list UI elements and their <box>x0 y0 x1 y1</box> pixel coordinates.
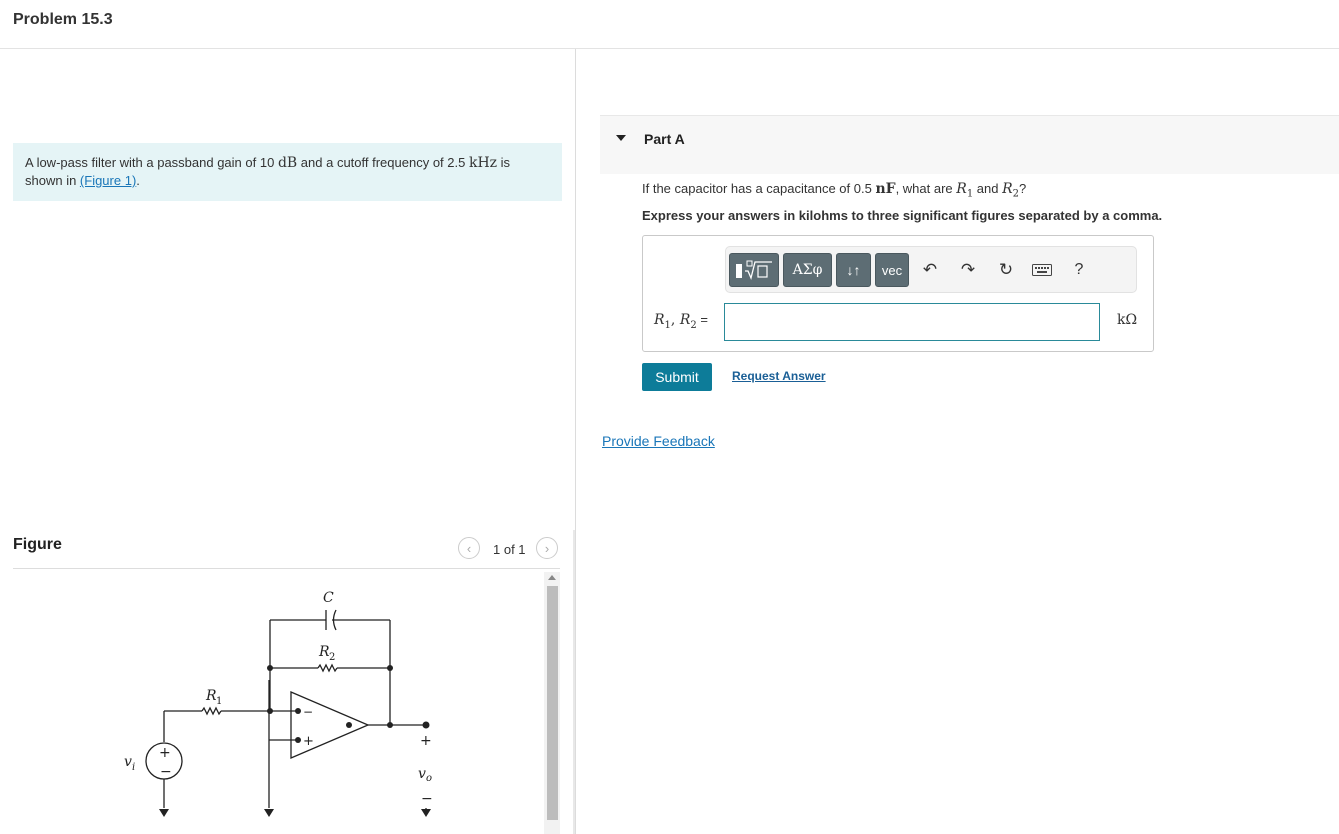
redo-button[interactable] <box>956 258 980 282</box>
capacitor-label: C <box>323 590 334 606</box>
r1-symbol: R <box>956 181 967 197</box>
eq-r1-sub: 1 <box>664 319 671 331</box>
template-sqrt-icon <box>734 259 774 281</box>
eq-r1: R <box>654 312 665 328</box>
r2-sub: 2 <box>329 652 336 663</box>
r2-label: R <box>319 644 330 660</box>
figure-prev-button[interactable] <box>458 537 480 559</box>
pane-divider-shadow <box>573 530 575 834</box>
figure-next-button[interactable] <box>536 537 558 559</box>
pane-divider[interactable] <box>575 49 576 834</box>
question-text-1: If the capacitor has a capacitance of 0.5 <box>642 181 876 196</box>
template-button[interactable] <box>729 253 779 287</box>
keyboard-icon <box>1032 264 1052 276</box>
problem-text-2: and a cutoff frequency of 2.5 <box>297 155 469 170</box>
undo-button[interactable] <box>918 258 942 282</box>
collapse-triangle-icon[interactable] <box>616 135 626 141</box>
vo-label: v <box>418 766 426 782</box>
eq-sign: = <box>696 312 708 327</box>
problem-text-end: . <box>136 173 140 188</box>
vector-button[interactable]: vec <box>875 253 909 287</box>
answer-unit: kΩ <box>1117 312 1138 328</box>
question-text-4: ? <box>1019 181 1027 196</box>
provide-feedback-link[interactable]: Provide Feedback <box>602 433 715 449</box>
figure-title: Figure <box>13 536 62 553</box>
subscript-superscript-button[interactable]: ↓↑ <box>836 253 871 287</box>
chevron-left-icon: ‹ <box>466 540 472 556</box>
equation-label <box>654 312 708 331</box>
source-plus: + <box>159 745 171 761</box>
header-divider <box>0 48 1339 49</box>
eq-r2: R <box>679 312 691 328</box>
vo-sub: o <box>426 773 433 784</box>
scroll-up-arrow-icon[interactable] <box>548 575 556 580</box>
question-text-3: and <box>973 181 1003 196</box>
vi-label: v <box>124 754 132 770</box>
circuit-diagram <box>120 580 450 830</box>
r2-symbol: R <box>1002 181 1013 197</box>
reset-icon: ↻ <box>998 260 1014 279</box>
opamp-plus: + <box>303 734 314 749</box>
r2-symbol-sub: 2 <box>1012 188 1020 200</box>
source-minus: − <box>160 764 172 780</box>
gain-unit: dB <box>277 155 298 171</box>
reset-button[interactable] <box>994 258 1018 282</box>
chevron-right-icon: › <box>544 540 550 556</box>
greek-symbols-button[interactable]: ΑΣφ <box>783 253 832 287</box>
problem-statement <box>13 143 562 201</box>
freq-unit: kHz <box>468 155 498 171</box>
capacitance-unit: nF <box>875 181 896 197</box>
undo-icon: ↶ <box>922 260 938 279</box>
figure-divider <box>13 568 560 569</box>
answer-instruction: Express your answers in kilohms to three significant figures separated by a comma. <box>642 208 1163 223</box>
submit-button[interactable]: Submit <box>642 363 712 391</box>
part-a-header[interactable] <box>600 115 1339 174</box>
vo-plus: + <box>420 733 432 749</box>
opamp-minus: − <box>303 705 314 719</box>
question-text-2: , what are <box>895 181 957 196</box>
help-button[interactable]: ? <box>1074 261 1084 278</box>
vo-minus: − <box>421 791 433 807</box>
problem-text-3: is shown in <box>25 155 511 188</box>
part-a-question <box>642 181 1026 200</box>
redo-icon: ↷ <box>960 260 976 279</box>
figure-counter: 1 of 1 <box>493 542 526 557</box>
r1-symbol-sub: 1 <box>966 188 974 200</box>
figure-scrollbar-thumb[interactable] <box>547 586 558 820</box>
problem-title: Problem 15.3 <box>13 11 113 28</box>
request-answer-link[interactable]: Request Answer <box>732 369 826 383</box>
figure-link[interactable]: (Figure 1) <box>79 173 137 188</box>
keyboard-button[interactable] <box>1030 258 1054 282</box>
r1-label: R <box>206 688 217 704</box>
vi-sub: i <box>132 762 136 773</box>
r1-sub: 1 <box>216 696 223 707</box>
eq-r2-sub: 2 <box>690 319 697 331</box>
eq-comma: , <box>670 312 680 328</box>
problem-text-1: A low-pass filter with a passband gain of 10 <box>25 155 278 170</box>
answer-input[interactable] <box>724 303 1100 341</box>
part-a-label[interactable]: Part A <box>644 131 685 147</box>
